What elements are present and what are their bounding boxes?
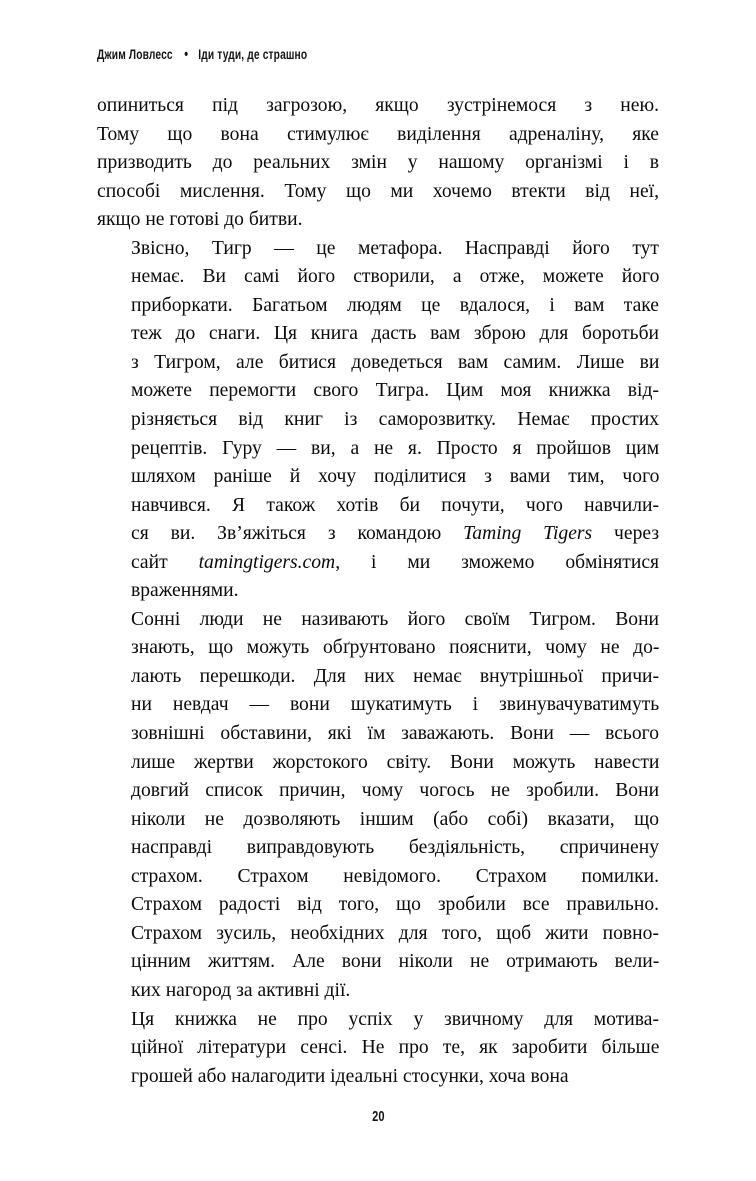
text-line: теж до снаги. Ця книга дасть вам зброю для боротьби — [131, 323, 660, 345]
text-line: ційної літератури сенсі. Не про те, як заробити більше — [131, 1037, 660, 1059]
text-line: цінним життям. Але вони ніколи не отримають вели- — [131, 951, 660, 973]
running-head — [97, 44, 502, 66]
text-line: лише жертви жорстокого світу. Вони можуть навести — [131, 751, 660, 773]
text-line: ких нагород за активні дії. — [131, 979, 351, 1001]
text-line: Звісно, Тигр — це метафора. Насправді його тут — [131, 237, 659, 259]
text-line: якщо не готові до битви. — [97, 209, 303, 231]
text-line: лають перешкоди. Для них немає внутрішньої причи- — [131, 665, 660, 687]
text-line: Сонні люди не називають його своїм Тигром. Вони — [131, 608, 660, 630]
bullet-separator-icon: • — [184, 45, 189, 63]
text-line: можете перемогти свого Тигра. Цим моя книжка від- — [131, 380, 659, 402]
text-line: приборкати. Багатьом людям це вдалося, і вам таке — [131, 294, 659, 316]
text-line: Страхом радості від того, що зробили все правильно. — [131, 894, 660, 916]
text-line: ніколи не дозволяють іншим (або собі) вказати, що — [131, 808, 659, 830]
text-line: Ця книжка не про успіх у звичному для мотива- — [131, 1008, 659, 1030]
text-line: Страхом зусиль, необхідних для того, щоб жити повно- — [131, 922, 659, 944]
text-line: враженнями. — [131, 580, 239, 602]
text-line: ся ви. Зв’яжіться з командою Taming Tigers через — [131, 523, 660, 545]
text-line: різняється від книг із саморозвитку. Немає простих — [131, 409, 659, 431]
running-head-author: Джим Ловлесс — [97, 47, 173, 63]
text-line: рецептів. Гуру — ви, а не я. Просто я пройшов цим — [131, 437, 660, 459]
running-head-title: Іди туди, де страшно — [198, 47, 308, 63]
text-line: з Тигром, але битися доведеться вам самим. Лише ви — [131, 351, 660, 373]
paragraph — [97, 235, 659, 606]
paragraph — [97, 92, 659, 235]
text-line: знають, що можуть обґрунтовано пояснити, чому не до- — [131, 637, 660, 659]
text-line: призводить до реальних змін у нашому організмі і в — [97, 152, 659, 174]
text-line: ни невдач — вони шукатимуть і звинувачуватимуть — [131, 694, 660, 716]
text-line: довгий список причин, чому чогось не зробили. Вони — [131, 780, 660, 802]
text-line: немає. Ви самі його створили, а отже, можете його — [131, 266, 660, 288]
paragraph — [97, 1006, 659, 1092]
italic-term: tamingtigers.com — [198, 551, 336, 573]
text-line: страхом. Страхом невідомого. Страхом помилки. — [131, 865, 659, 887]
text-line: Тому що вона стимулює виділення адреналіну, яке — [97, 123, 659, 145]
text-line: зовнішні обставини, які їм заважають. Вони — всього — [131, 723, 659, 745]
text-line: способі мислення. Тому що ми хочемо втекти від неї, — [97, 180, 659, 202]
text-line: сайт tamingtigers.com, і ми зможемо обмінятися — [131, 551, 660, 573]
page-number: 20 — [371, 1108, 385, 1125]
italic-term: Taming Tigers — [463, 523, 593, 545]
body-text — [97, 92, 659, 1091]
text-line: навчився. Я також хотів би почути, чого навчили- — [131, 494, 659, 516]
page-folio — [0, 1108, 756, 1125]
text-line: опиниться під загрозою, якщо зустрінемося з нею. — [97, 95, 659, 116]
text-line: насправді виправдовують бездіяльність, спричинену — [131, 837, 659, 859]
text-line: шляхом раніше й хочу поділитися з вами тим, чого — [131, 466, 660, 488]
paragraph — [97, 606, 659, 1006]
text-line: грошей або налагодити ідеальні стосунки, хоча вона — [131, 1065, 569, 1087]
